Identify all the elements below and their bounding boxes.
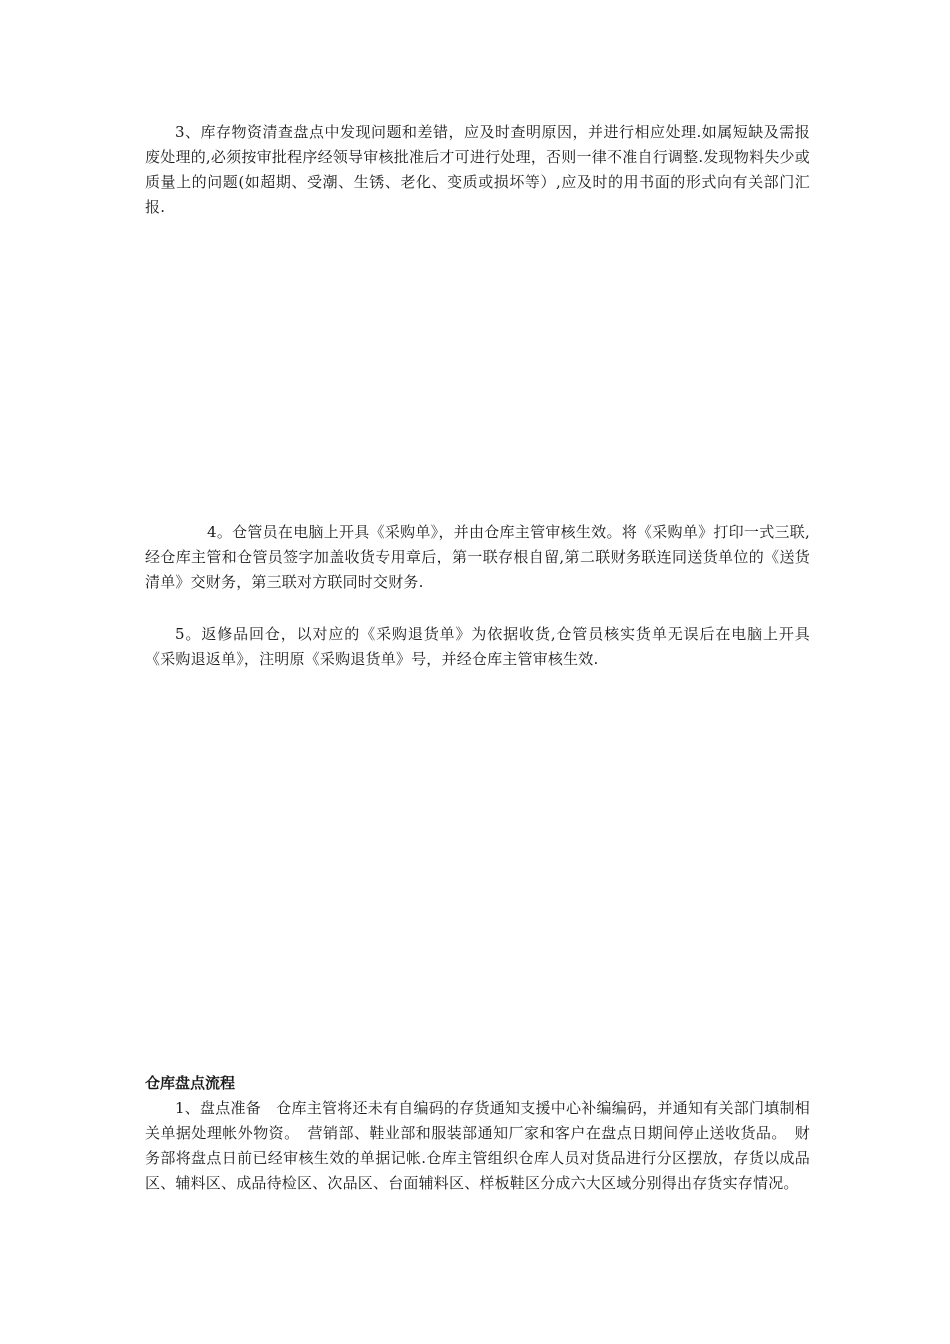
paragraph-return-repair: 5。返修品回仓，以对应的《采购退货单》为依据收货,仓管员核实货单无误后在电脑上开具《采购退返单》，注明原《采购退货单》号，并经仓库主管审核生效.: [145, 625, 810, 668]
paragraph-purchase-order: 4。仓管员在电脑上开具《采购单》，并由仓库主管审核生效。将《采购单》打印一式三联,经仓库主管和仓管员签字加盖收货专用章后，第一联存根自留,第二联财务联连同送货单位的《送货清单》交财务，第三联对方联同时交财务.: [145, 523, 810, 591]
paragraph-inventory-discrepancy: 3、库存物资清查盘点中发现问题和差错，应及时查明原因，并进行相应处理.如属短缺及需报废处理的,必须按审批程序经领导审核批准后才可进行处理，否则一律不准自行调整.发现物料失少或质量上的问题(如超期、受潮、生锈、老化、变质或损坏等）,应及时的用书面的形式向有关部门汇报.: [145, 123, 810, 216]
paragraph-stocktake-preparation: 1、盘点准备 仓库主管将还未有自编码的存货通知支援中心补编编码，并通知有关部门填制相关单据处理帐外物资。 营销部、鞋业部和服装部通知厂家和客户在盘点日期间停止送收货品。 财务部将盘点日前已经审核生效的单据记帐.仓库主管组织仓库人员对货品进行分区摆放，存货以成品区、辅料区、成品待检区、次品区、台面辅料区、样板鞋区分成六大区域分别得出存货实存情况。: [145, 1099, 810, 1192]
section-heading-stocktake-process: 仓库盘点流程: [145, 1074, 236, 1092]
